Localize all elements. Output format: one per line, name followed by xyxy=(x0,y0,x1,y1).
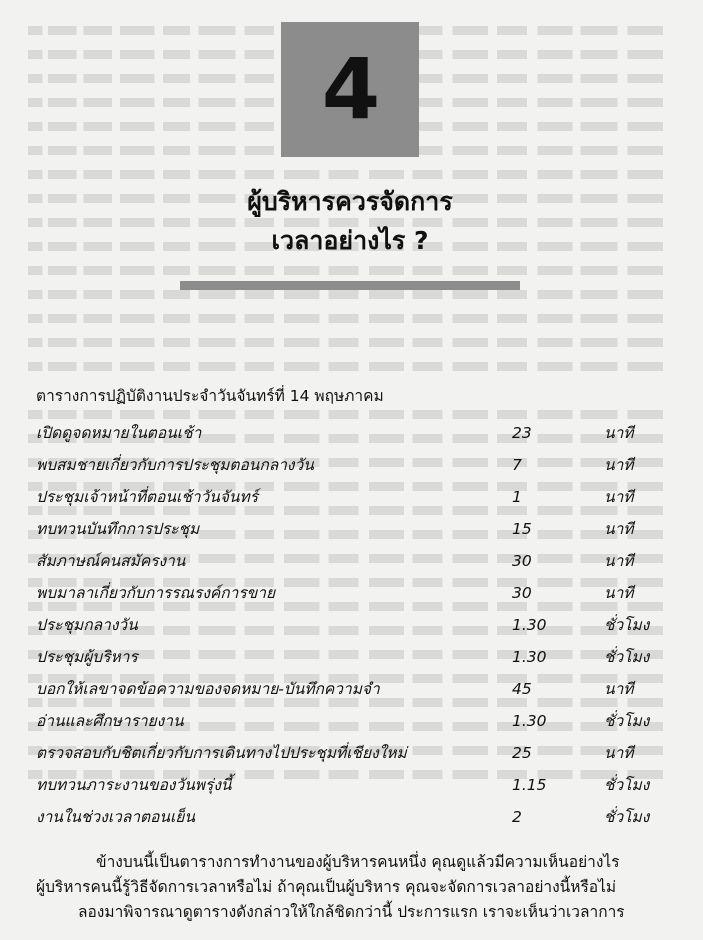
task-label: ประชุมเจ้าหน้าที่ตอนเช้าวันจันทร์ xyxy=(36,487,259,506)
task-unit: นาที xyxy=(604,551,634,570)
task-label: ตรวจสอบกับชิตเกี่ยวกับการเดินทางไปประชุมที่เชียงใหม่ xyxy=(36,743,407,762)
task-duration: 45 xyxy=(512,679,532,698)
task-duration: 2 xyxy=(512,807,522,826)
task-duration: 1.30 xyxy=(512,647,547,666)
task-unit: ชั่วโมง xyxy=(604,711,650,730)
schedule-intro: ตารางการปฏิบัติงานประจำวันจันทร์ที่ 14 พฤษภาคม xyxy=(36,387,384,405)
task-label: อ่านและศึกษารายงาน xyxy=(36,711,184,730)
task-unit: นาที xyxy=(604,743,634,762)
task-unit: นาที xyxy=(604,455,634,474)
table-row xyxy=(36,768,676,800)
closing-line-3: ลองมาพิจารณาดูตารางดังกล่าวให้ใกล้ชิดกว่านี้ ประการแรก เราจะเห็นว่าเวลาการ xyxy=(78,903,625,922)
task-label: พบสมชายเกี่ยวกับการประชุมตอนกลางวัน xyxy=(36,455,314,474)
schedule-table xyxy=(36,416,676,832)
table-row xyxy=(36,416,676,448)
table-row xyxy=(36,576,676,608)
task-unit: นาที xyxy=(604,679,634,698)
table-row xyxy=(36,544,676,576)
task-duration: 25 xyxy=(512,743,532,762)
table-row xyxy=(36,800,676,832)
task-duration: 30 xyxy=(512,551,532,570)
task-label: ทบทวนภาระงานของวันพรุ่งนี้ xyxy=(36,775,232,794)
task-label: ประชุมกลางวัน xyxy=(36,615,138,634)
table-row xyxy=(36,736,676,768)
task-unit: นาที xyxy=(604,487,634,506)
closing-paragraph xyxy=(36,850,676,925)
task-label: ประชุมผู้บริหาร xyxy=(36,647,138,666)
table-row xyxy=(36,512,676,544)
task-label: งานในช่วงเวลาตอนเย็น xyxy=(36,807,195,826)
task-unit: นาที xyxy=(604,583,634,602)
task-label: สัมภาษณ์คนสมัครงาน xyxy=(36,551,186,570)
task-label: ทบทวนบันทึกการประชุม xyxy=(36,519,200,538)
task-unit: นาที xyxy=(604,519,634,538)
task-duration: 7 xyxy=(512,455,522,474)
task-unit: ชั่วโมง xyxy=(604,647,650,666)
table-row xyxy=(36,640,676,672)
table-row xyxy=(36,448,676,480)
table-row xyxy=(36,480,676,512)
chapter-title xyxy=(180,183,520,261)
task-label: พบมาลาเกี่ยวกับการรณรงค์การขาย xyxy=(36,583,276,602)
chapter-title-line-1: ผู้บริหารควรจัดการ xyxy=(247,187,453,216)
schedule-table-body xyxy=(36,416,676,832)
table-row xyxy=(36,672,676,704)
task-duration: 30 xyxy=(512,583,532,602)
task-duration: 23 xyxy=(512,423,532,442)
chapter-number: 4 xyxy=(281,22,419,157)
chapter-title-line-2: เวลาอย่างไร ? xyxy=(271,225,429,255)
task-duration: 1.15 xyxy=(512,775,547,794)
closing-line-2: ผู้บริหารคนนี้รู้วิธีจัดการเวลาหรือไม่ ถ้าคุณเป็นผู้บริหาร คุณจะจัดการเวลาอย่างนี้หรือไม่ xyxy=(36,878,617,897)
task-unit: ชั่วโมง xyxy=(604,775,650,794)
chapter-header xyxy=(180,22,520,290)
closing-line-1: ข้างบนนี้เป็นตารางการทำงานของผู้บริหารคนหนึ่ง คุณดูแล้วมีความเห็นอย่างไร xyxy=(96,853,620,872)
task-label: บอกให้เลขาจดข้อความของจดหมาย-บันทึกความจำ xyxy=(36,679,380,698)
table-row xyxy=(36,608,676,640)
task-unit: ชั่วโมง xyxy=(604,807,650,826)
task-unit: นาที xyxy=(604,423,634,442)
task-duration: 1.30 xyxy=(512,615,547,634)
task-duration: 15 xyxy=(512,519,532,538)
chapter-divider-bar xyxy=(180,281,520,290)
page-body xyxy=(36,385,676,926)
task-label: เปิดดูจดหมายในตอนเช้า xyxy=(36,423,202,442)
table-row xyxy=(36,704,676,736)
task-duration: 1.30 xyxy=(512,711,547,730)
task-duration: 1 xyxy=(512,487,522,506)
task-unit: ชั่วโมง xyxy=(604,615,650,634)
